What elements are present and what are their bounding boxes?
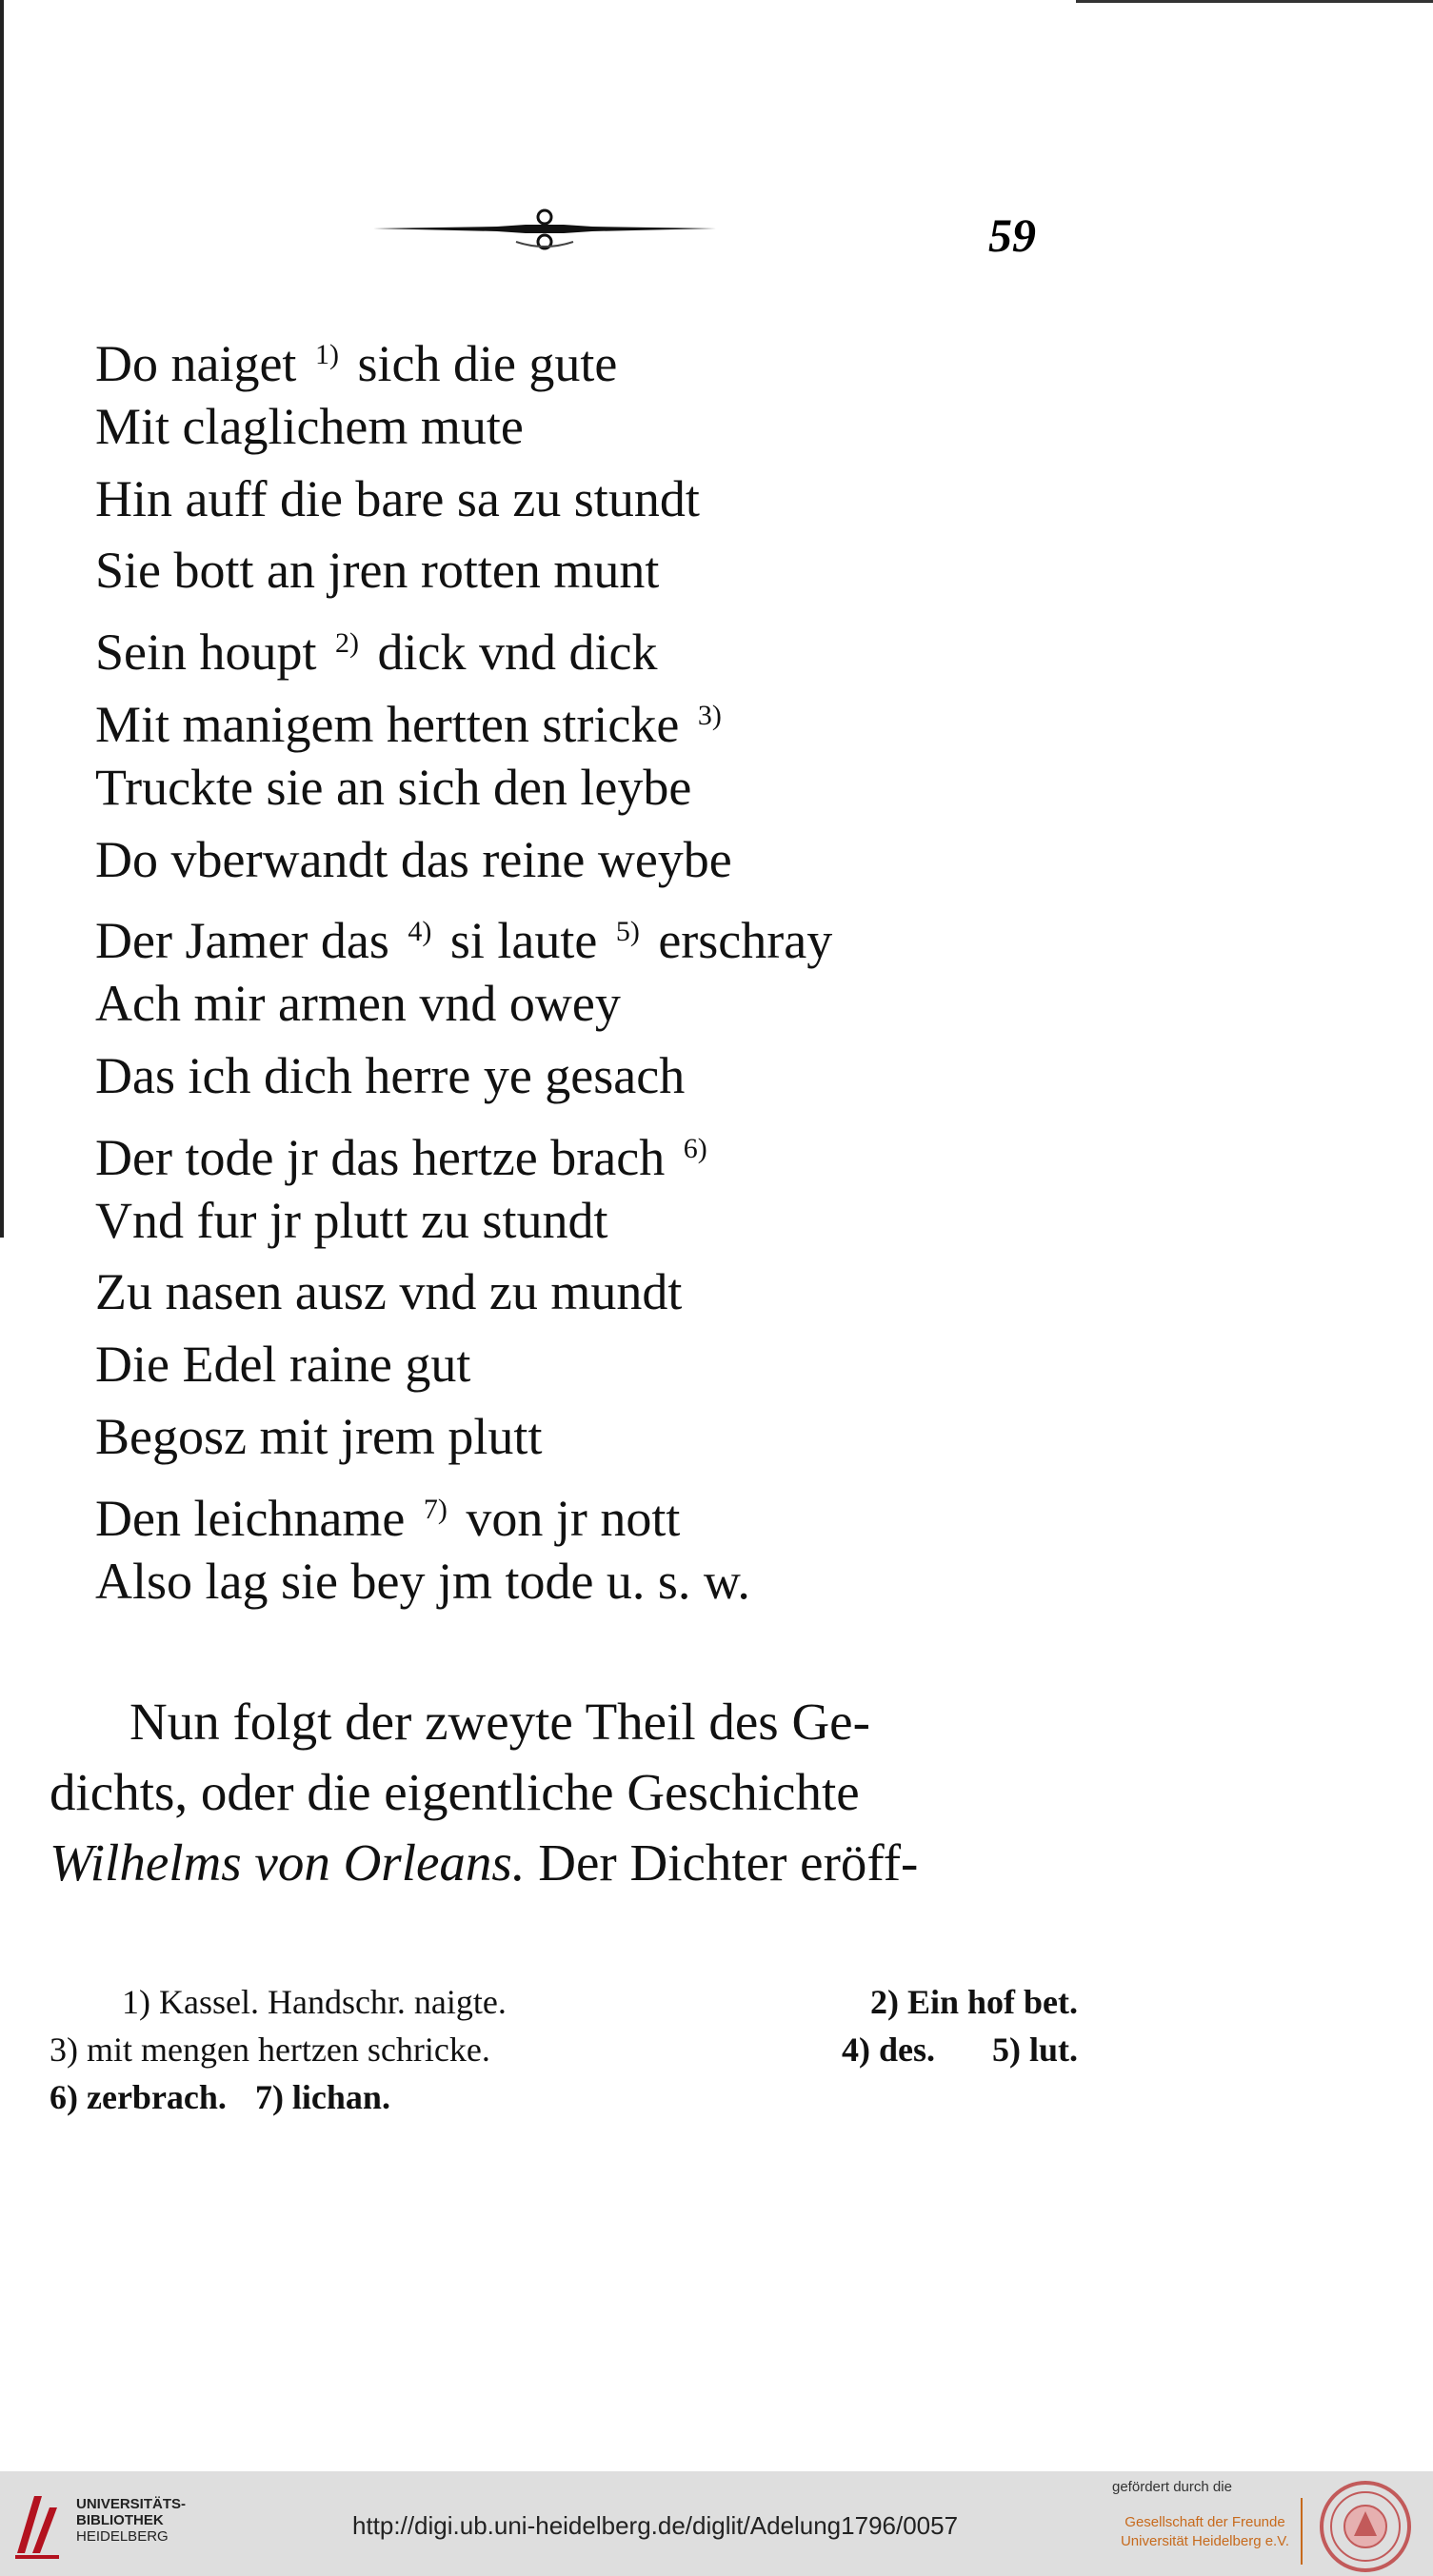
footer-bar [0,2471,1433,2576]
footnote-marker: 5) [615,916,640,948]
permalink-url[interactable]: http://digi.ub.uni-heidelberg.de/diglit/Adelung1796/0057 [352,2511,959,2540]
verse-text: dick vnd dick [365,624,658,682]
verse-line [95,1185,1095,1258]
verse-block [95,319,1095,1617]
ub-library-logo-icon [13,2487,61,2561]
prose-paragraph [50,1687,1078,1898]
footnote-row [50,1978,1078,2026]
verse-text: von jr nott [452,1489,681,1547]
footnote-marker: 3) [697,699,722,731]
funded-by-label: gefördert durch die [1112,2479,1232,2495]
verse-text: Do vberwandt das reine weybe [95,830,732,888]
verse-text: Sein houpt [95,624,330,682]
footnote-marker: 4) [408,916,432,948]
verse-text: Do naiget [95,335,309,392]
verse-text: Sie bott an jren rotten munt [95,542,660,600]
verse-text: Vnd fur jr plutt zu stundt [95,1191,608,1249]
footnote-1: 1) Kassel. Handschr. naigte. [122,1983,507,2021]
verse-line [95,680,1095,752]
footnote-marker: 1) [314,339,339,370]
verse-line [95,968,1095,1040]
footnote-6: 6) zerbrach. [50,2078,227,2116]
verse-line [95,1257,1095,1329]
footnote-4: 4) des. [842,2031,935,2069]
prose-line: dichts, oder die eigentliche Geschichte [50,1763,860,1821]
verse-text: Zu nasen ausz vnd zu mundt [95,1263,683,1321]
verse-text: Begosz mit jrem plutt [95,1407,543,1465]
verse-text: Das ich dich herre ye gesach [95,1046,686,1104]
footnotes [50,1978,1078,2121]
footnote-marker: 7) [423,1493,448,1525]
verse-text: Truckte sie an sich den leybe [95,758,692,816]
verse-line [95,464,1095,536]
footnote-marker: 6) [683,1132,707,1164]
library-name: UNIVERSITÄTS- BIBLIOTHEK HEIDELBERG [76,2496,187,2545]
prose-line: Wilhelms von Orleans. Der Dichter eröff- [50,1833,919,1892]
verse-text: Hin auff die bare sa zu stundt [95,469,700,527]
verse-line [95,896,1095,968]
footnote-row [50,2026,1078,2073]
verse-line [95,535,1095,607]
footer-divider [1301,2498,1303,2565]
italic-title: Wilhelms von Orleans. [50,1833,526,1892]
verse-text: sich die gute [344,335,618,392]
verse-text: si laute [437,912,610,970]
verse-text: Ach mir armen vnd owey [95,975,621,1033]
scan-edge-top [1076,0,1433,3]
verse-text: Also lag sie bey jm tode u. s. w. [95,1552,750,1610]
verse-line [95,1113,1095,1185]
verse-line [95,607,1095,680]
verse-text: Mit manigem hertten stricke [95,695,692,753]
verse-line [95,1474,1095,1546]
verse-text: Mit claglichem mute [95,397,524,455]
verse-line [95,1401,1095,1474]
verse-line [95,1040,1095,1113]
page-number: 59 [988,208,1036,262]
footnote-2: 2) Ein hof bet. [869,1983,1078,2021]
verse-text: Den leichname [95,1489,418,1547]
footnote-row [50,2073,1078,2121]
footnote-5: 5) lut. [992,2031,1078,2069]
verse-text: Der tode jr das hertze brach [95,1128,678,1186]
footnote-3: 3) mit mengen hertzen schricke. [50,2031,490,2069]
footnote-7: 7) lichan. [254,2078,390,2116]
scan-edge-left [0,0,4,1238]
footnote-marker: 2) [335,627,360,660]
verse-line [95,824,1095,897]
verse-text: Der Jamer das [95,912,403,970]
university-seal-icon [1318,2479,1413,2574]
verse-line [95,752,1095,824]
society-logo: Gesellschaft der Freunde Universität Heidelberg e.V. [1120,2514,1290,2549]
verse-line [95,1546,1095,1618]
verse-text: Die Edel raine gut [95,1336,471,1394]
verse-line [95,1329,1095,1401]
prose-line: Nun folgt der zweyte Theil des Ge- [129,1693,870,1751]
verse-line [95,319,1095,391]
verse-text: erschray [645,912,833,970]
rule-ornament-icon [373,208,716,253]
verse-line [95,391,1095,464]
